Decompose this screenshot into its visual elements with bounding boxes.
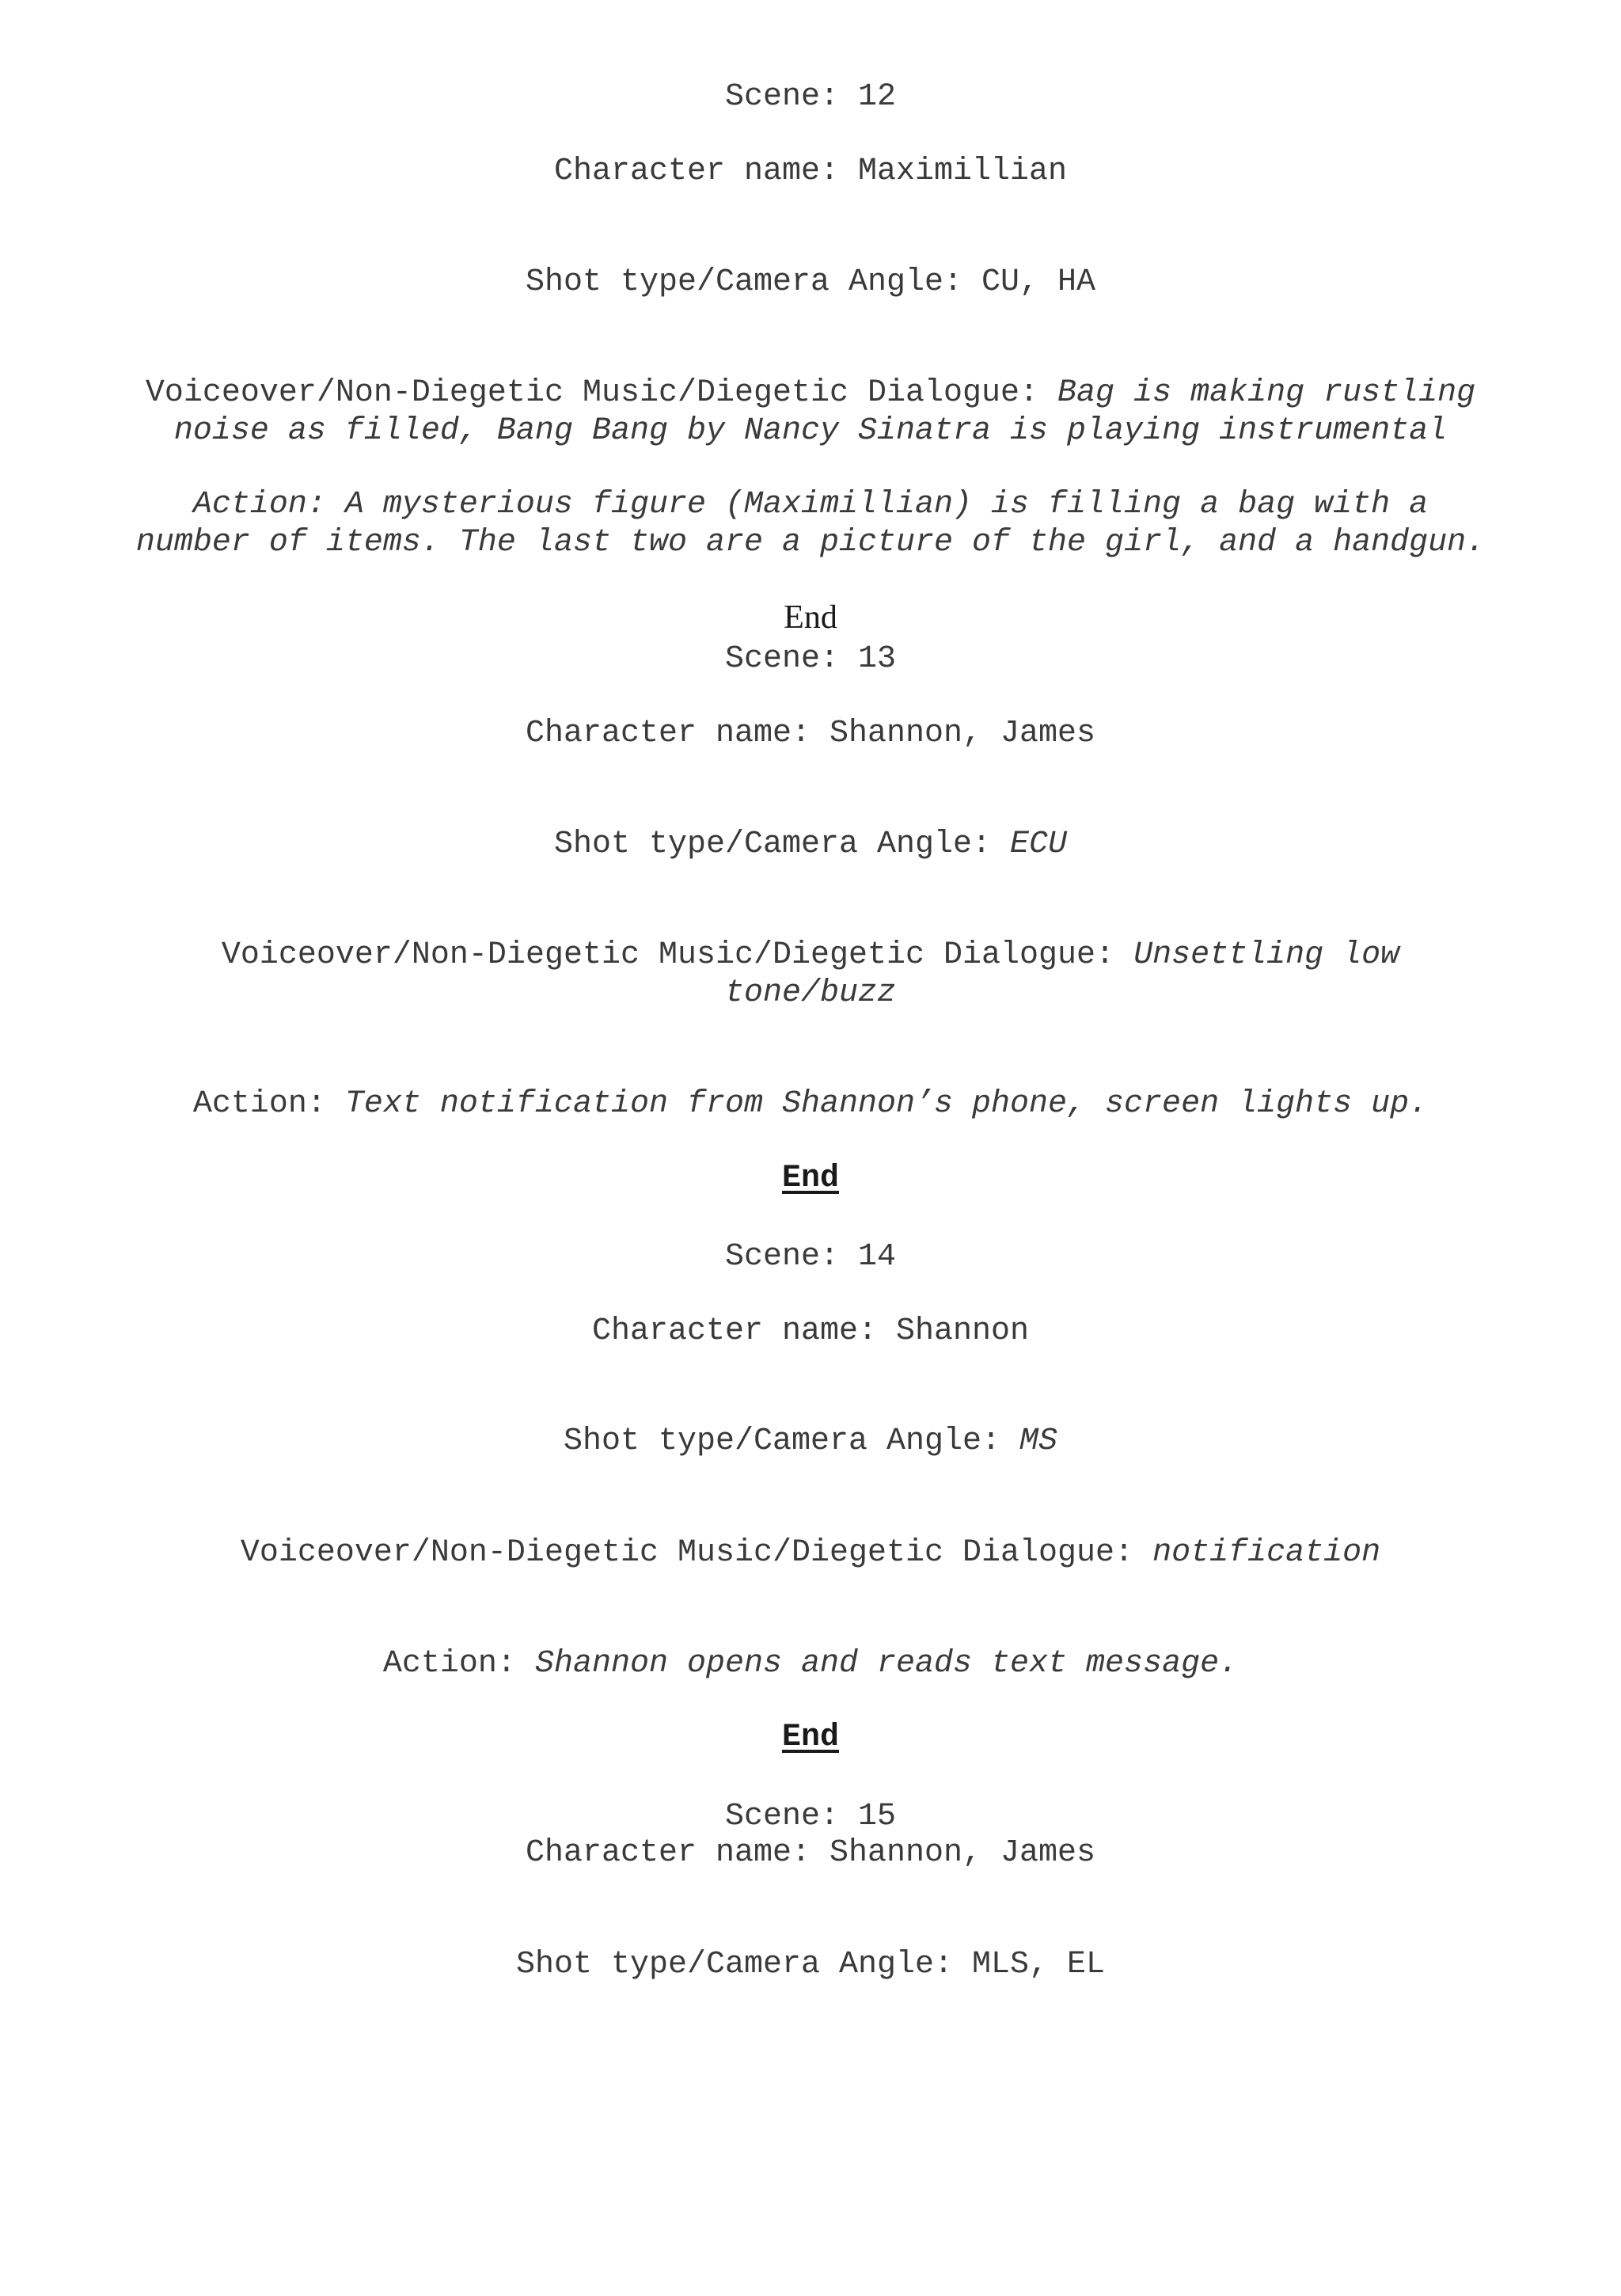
audio-label: Voiceover/Non-Diegetic Music/Diegetic Dialogue: (221, 937, 1134, 973)
audio-value: notification (1152, 1535, 1381, 1571)
scene-12-audio-line-1 (0, 374, 1621, 412)
scene-12-character: Character name: Maximillian (553, 154, 1068, 189)
shot-value: ECU (1010, 827, 1068, 862)
scene-13-end: End (781, 1161, 839, 1196)
scene-13-action (0, 1085, 1621, 1123)
scene-14-end: End (781, 1720, 839, 1755)
shot-label: Shot type/Camera Angle: (515, 1947, 973, 1982)
scene-12-end: End (784, 599, 837, 636)
scene-12-number: Scene: 12 (724, 79, 897, 115)
shot-label: Shot type/Camera Angle: (525, 264, 982, 300)
action-value: Text notification from Shannon’s phone, screen lights up. (344, 1086, 1429, 1122)
scene-14-audio (0, 1534, 1621, 1572)
scene-12-shot (0, 264, 1621, 302)
shot-label: Shot type/Camera Angle: (553, 827, 1011, 862)
audio-value: Unsettling low (1133, 937, 1400, 973)
scene-14-number: Scene: 14 (724, 1239, 897, 1275)
shot-value: CU, HA (981, 264, 1096, 300)
audio-label: Voiceover/Non-Diegetic Music/Diegetic Dialogue: (145, 375, 1058, 411)
scene-14-action (0, 1645, 1621, 1683)
shot-value: MS (1019, 1424, 1058, 1459)
scene-15-number: Scene: 15 (724, 1799, 897, 1834)
scene-13-shot (0, 826, 1621, 864)
scene-14-shot (0, 1423, 1621, 1461)
action-value: Shannon opens and reads text message. (534, 1646, 1239, 1682)
shot-label: Shot type/Camera Angle: (563, 1424, 1020, 1459)
shot-value: MLS, EL (972, 1947, 1106, 1982)
audio-value: Bag is making rustling (1057, 375, 1476, 411)
scene-14-character: Character name: Shannon (591, 1313, 1030, 1349)
scene-15-character: Character name: Shannon, James (525, 1835, 1096, 1871)
action-label: Action: (192, 1086, 345, 1122)
scene-13-number: Scene: 13 (724, 641, 897, 677)
scene-15-shot (0, 1946, 1621, 1984)
scene-13-audio-line-1 (0, 937, 1621, 975)
action-label: Action: (382, 1646, 535, 1682)
scene-12-audio-line-2: noise as filled, Bang Bang by Nancy Sinatra is playing instrumental (173, 413, 1448, 449)
scene-12-action-line-1: Action: A mysterious figure (Maximillian) is filling a bag with a (192, 487, 1429, 523)
scene-13-audio-line-2: tone/buzz (724, 975, 897, 1011)
scene-13-character: Character name: Shannon, James (525, 716, 1096, 751)
scene-12-action-line-2: number of items. The last two are a picture of the girl, and a handgun. (135, 525, 1486, 561)
audio-label: Voiceover/Non-Diegetic Music/Diegetic Dialogue: (240, 1535, 1153, 1571)
